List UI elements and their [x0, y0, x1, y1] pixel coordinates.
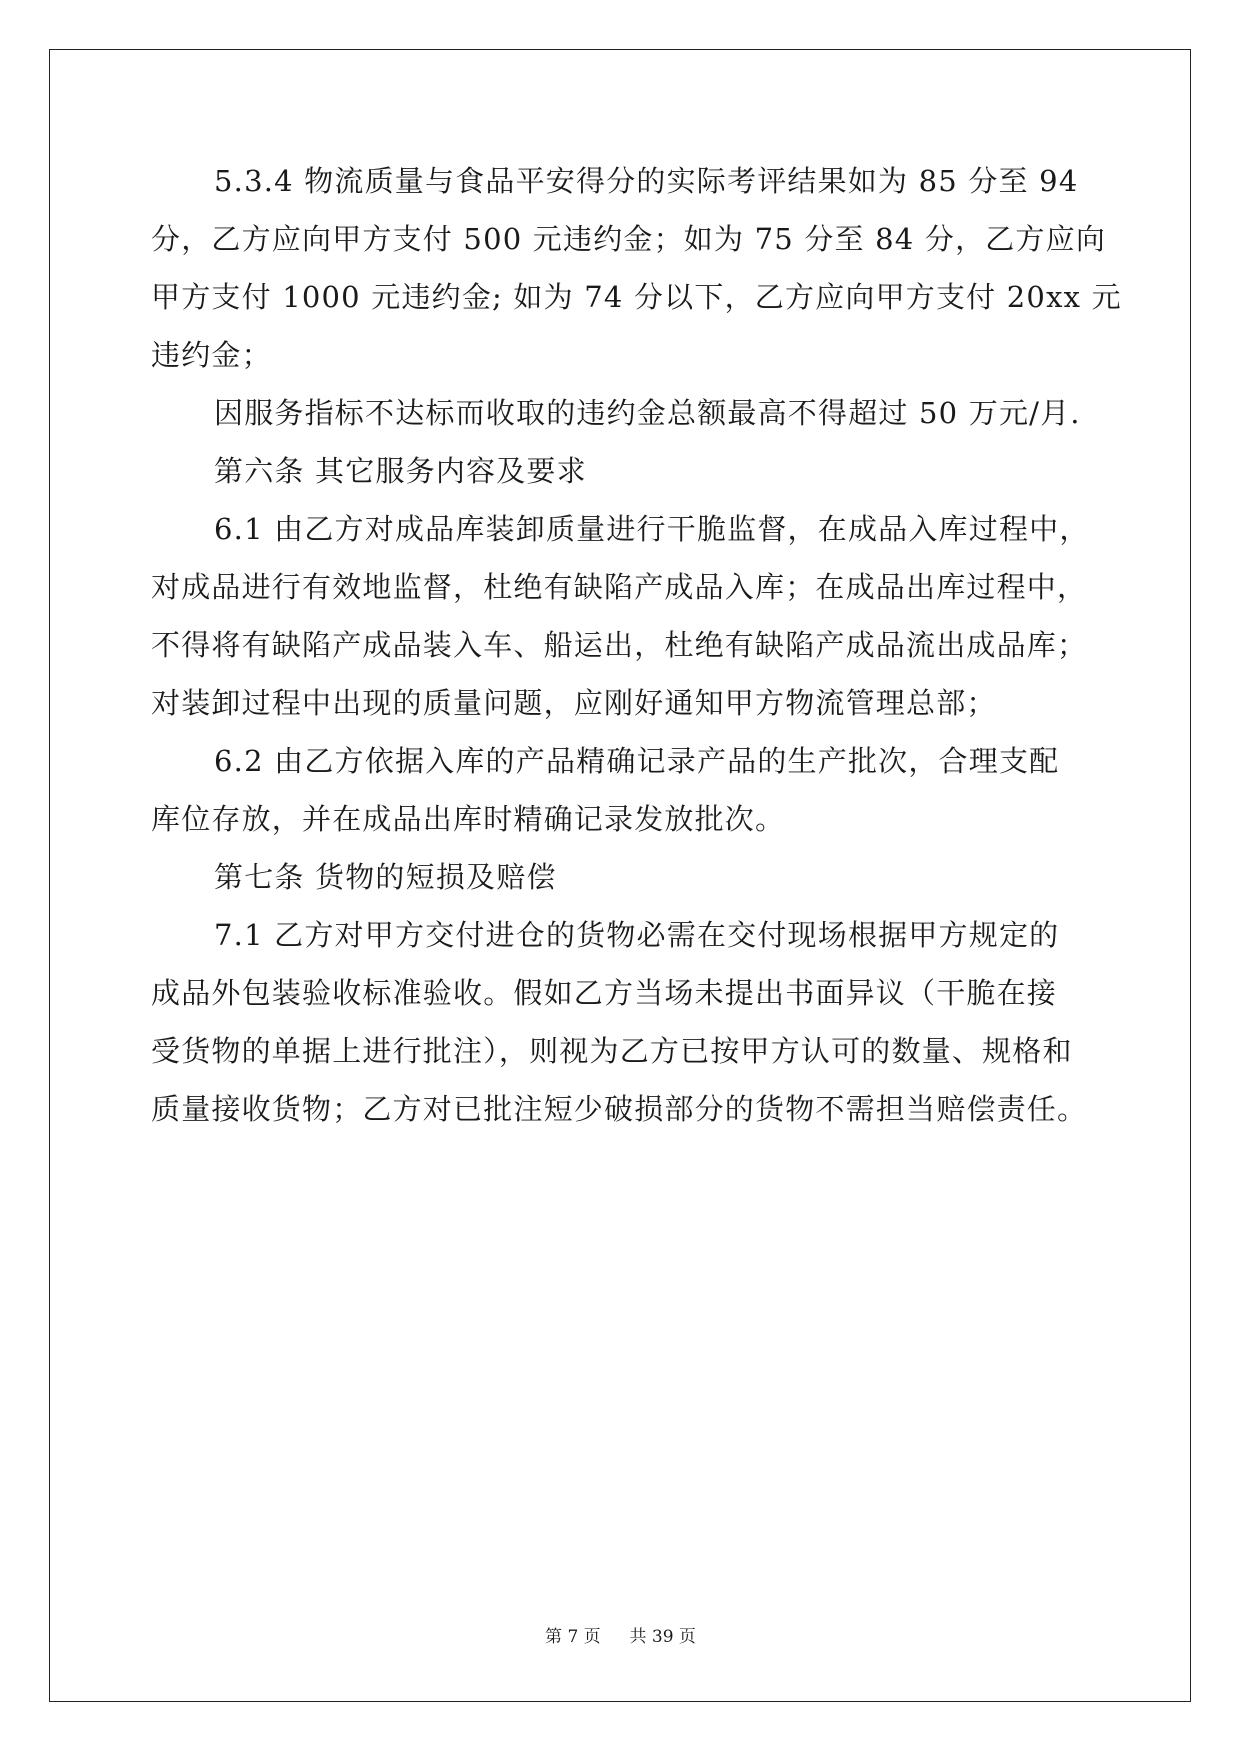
- paragraph-line: 受货物的单据上进行批注），则视为乙方已按甲方认可的数量、规格和: [151, 1034, 1073, 1068]
- paragraph-line: 6.2 由乙方依据入库的产品精确记录产品的生产批次，合理支配: [214, 744, 1060, 778]
- paragraph-line: 6.1 由乙方对成品库装卸质量进行干脆监督，在成品入库过程中，: [214, 512, 1090, 546]
- page-number: 第 7 页: [545, 1627, 601, 1647]
- paragraph-line: 库位存放，并在成品出库时精确记录发放批次。: [151, 802, 786, 836]
- paragraph-line: 5.3.4 物流质量与食品平安得分的实际考评结果如为 85 分至 94: [214, 164, 1079, 198]
- section-heading: 第七条 货物的短损及赔偿: [214, 860, 557, 894]
- paragraph-line: 对成品进行有效地监督，杜绝有缺陷产成品入库；在成品出库过程中，: [151, 570, 1088, 604]
- page-total: 共 39 页: [629, 1627, 696, 1647]
- document-body: [151, 152, 1122, 1138]
- paragraph-line: 7.1 乙方对甲方交付进仓的货物必需在交付现场根据甲方规定的: [214, 918, 1060, 952]
- page-footer: [0, 1622, 1241, 1647]
- paragraph-line: 不得将有缺陷产成品装入车、船运出，杜绝有缺陷产成品流出成品库；: [151, 628, 1088, 662]
- paragraph-line: 质量接收货物；乙方对已批注短少破损部分的货物不需担当赔偿责任。: [151, 1092, 1088, 1126]
- paragraph-line: 违约金；: [151, 338, 272, 372]
- paragraph-line: 分，乙方应向甲方支付 500 元违约金；如为 75 分至 84 分，乙方应向: [151, 222, 1107, 256]
- paragraph-line: 对装卸过程中出现的质量问题，应刚好通知甲方物流管理总部；: [151, 686, 997, 720]
- paragraph-line: 因服务指标不达标而收取的违约金总额最高不得超过 50 万元/月.: [214, 396, 1081, 430]
- paragraph-line: 甲方支付 1000 元违约金; 如为 74 分以下，乙方应向甲方支付 20xx 元: [151, 280, 1122, 314]
- paragraph-line: 成品外包装验收标准验收。假如乙方当场未提出书面异议（干脆在接: [151, 976, 1058, 1010]
- section-heading: 第六条 其它服务内容及要求: [214, 454, 587, 488]
